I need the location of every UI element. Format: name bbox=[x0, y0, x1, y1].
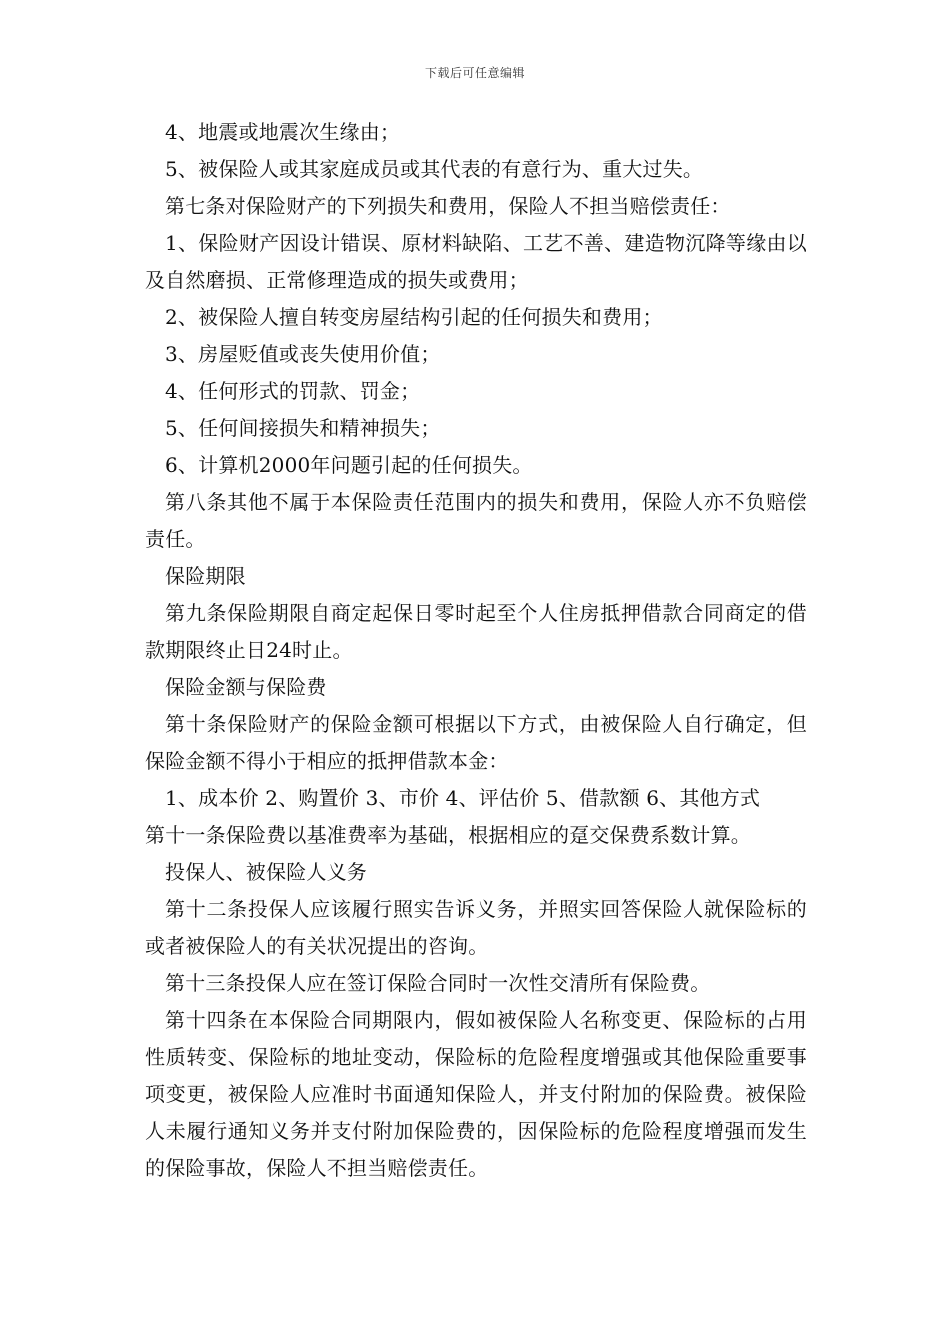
section-heading-amount-and-premium: 保险金额与保险费 bbox=[165, 675, 327, 699]
document-body bbox=[145, 114, 807, 1187]
paragraph-article-7-item-4: 4、任何形式的罚款、罚金； bbox=[165, 379, 421, 403]
paragraph-article-7-item-6: 6、计算机2000年问题引起的任何损失。 bbox=[165, 453, 533, 477]
section-heading-insurance-period: 保险期限 bbox=[165, 564, 246, 588]
paragraph-article-12: 第十二条投保人应该履行照实告诉义务，并照实回答保险人就保险标的或者被保险人的有关状况提出的咨询。 bbox=[145, 897, 807, 958]
paragraph-article-13: 第十三条投保人应在签订保险合同时一次性交清所有保险费。 bbox=[165, 971, 711, 995]
paragraph-article-7-item-1: 1、保险财产因设计错误、原材料缺陷、工艺不善、建造物沉降等缘由以及自然磨损、正常修理造成的损失或费用； bbox=[145, 231, 807, 292]
paragraph-article-7-item-3: 3、房屋贬值或丧失使用价值； bbox=[165, 342, 441, 366]
paragraph-article-14: 第十四条在本保险合同期限内，假如被保险人名称变更、保险标的占用性质转变、保险标的地址变动，保险标的危险程度增强或其他保险重要事项变更，被保险人应准时书面通知保险人，并支付附加的保险费。被保险人未履行通知义务并支付附加保险费的，因保险标的危险程度增强而发生的保险事故，保险人不担当赔偿责任。 bbox=[145, 1008, 807, 1180]
paragraph-clause-item-5: 5、被保险人或其家庭成员或其代表的有意行为、重大过失。 bbox=[165, 157, 704, 181]
paragraph-article-11: 第十一条保险费以基准费率为基础，根据相应的趸交保费系数计算。 bbox=[145, 823, 751, 847]
paragraph-article-9: 第九条保险期限自商定起保日零时起至个人住房抵押借款合同商定的借款期限终止日24时止。 bbox=[145, 601, 807, 662]
paragraph-article-7-item-5: 5、任何间接损失和精神损失； bbox=[165, 416, 441, 440]
paragraph-article-7-item-2: 2、被保险人擅自转变房屋结构引起的任何损失和费用； bbox=[165, 305, 663, 329]
paragraph-article-10: 第十条保险财产的保险金额可根据以下方式，由被保险人自行确定，但保险金额不得小于相应的抵押借款本金： bbox=[145, 712, 807, 773]
section-heading-obligations: 投保人、被保险人义务 bbox=[165, 860, 367, 884]
paragraph-article-7: 第七条对保险财产的下列损失和费用，保险人不担当赔偿责任： bbox=[165, 194, 731, 218]
paragraph-article-8: 第八条其他不属于本保险责任范围内的损失和费用，保险人亦不负赔偿责任。 bbox=[145, 490, 807, 551]
paragraph-article-10-options: 1、成本价 2、购置价 3、市价 4、评估价 5、借款额 6、其他方式 bbox=[165, 786, 761, 810]
page-header: 下载后可任意编辑 bbox=[424, 66, 525, 80]
paragraph-clause-item-4: 4、地震或地震次生缘由； bbox=[165, 120, 401, 144]
